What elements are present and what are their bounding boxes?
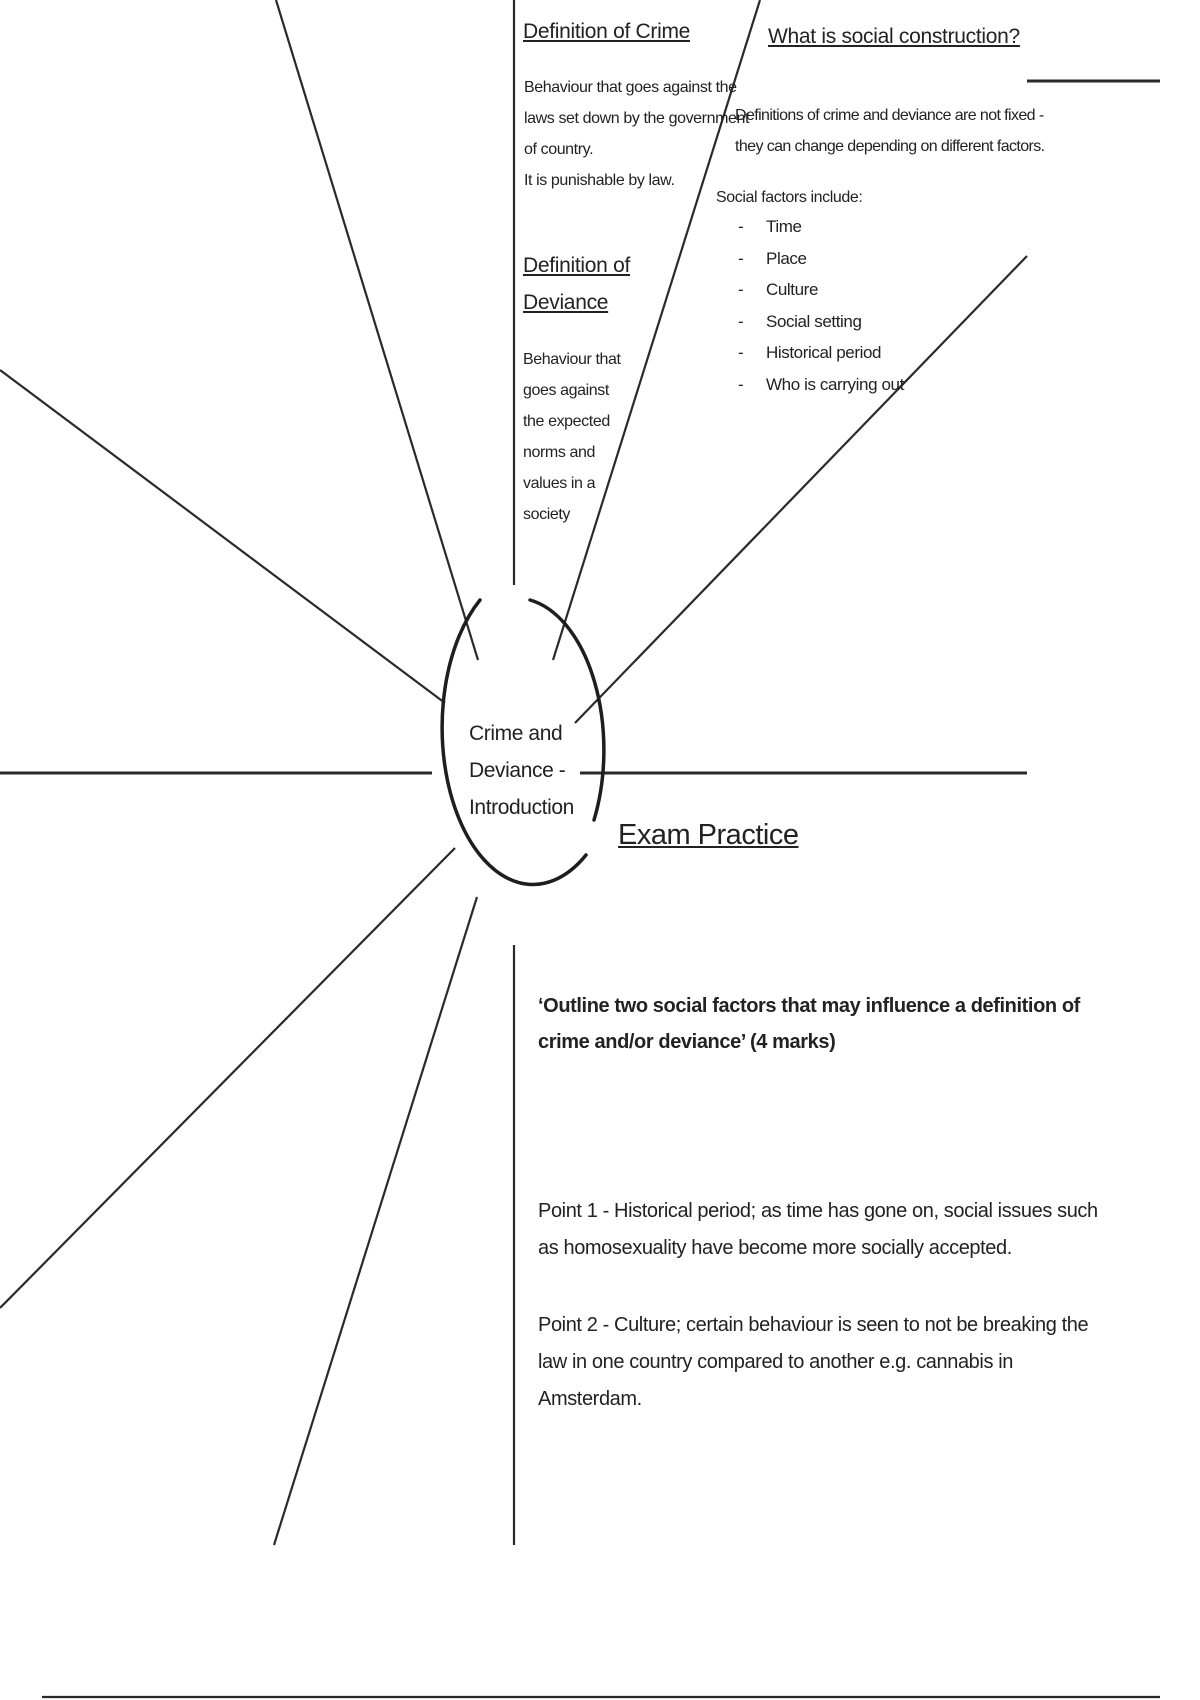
factor-item: - Time (738, 211, 904, 243)
social-construction-text-line: Definitions of crime and deviance are not fixed - (735, 107, 1044, 124)
crime-text-line: of country. (524, 141, 594, 158)
exam-question (538, 988, 1080, 1060)
center-node-label (469, 715, 574, 826)
deviance-text-line: society (523, 506, 570, 523)
exam-question-line: ‘Outline two social factors that may influence a definition of (538, 995, 1080, 1017)
social-construction-definition (735, 100, 1045, 162)
social-construction-text-line: they can change depending on different factors. (735, 138, 1045, 155)
factor-item: - Who is carrying out (738, 369, 904, 401)
exam-practice-heading: Exam Practice (618, 819, 799, 851)
deviance-heading-line: Deviance (523, 291, 609, 314)
factor-item: - Historical period (738, 337, 904, 369)
spoke-upper-left (0, 370, 445, 703)
factor-item: - Social setting (738, 306, 904, 338)
point-2-line: Amsterdam. (538, 1388, 642, 1410)
deviance-text-line: norms and (523, 444, 595, 461)
deviance-heading-line: Definition of (523, 254, 630, 277)
exam-question-line: crime and/or deviance’ (4 marks) (538, 1031, 836, 1053)
deviance-text-line: the expected (523, 413, 610, 430)
center-label-line: Deviance - (469, 759, 566, 782)
deviance-heading (523, 247, 630, 321)
spoke-bottom-left-2 (274, 897, 477, 1545)
point-1-line: Point 1 - Historical period; as time has gone on, social issues such (538, 1200, 1098, 1222)
crime-text-line: It is punishable by law. (524, 172, 675, 189)
crime-heading: Definition of Crime (523, 20, 691, 43)
spoke-bottom-left (0, 848, 455, 1308)
factor-item: - Culture (738, 274, 904, 306)
spoke-top-left (276, 0, 478, 660)
deviance-text-line: values in a (523, 475, 596, 492)
social-construction-heading: What is social construction? (768, 25, 1020, 48)
point-2-line: law in one country compared to another e.g. cannabis in (538, 1351, 1013, 1373)
crime-definition (524, 72, 749, 196)
crime-text-line: Behaviour that goes against the (524, 79, 737, 96)
exam-point-2 (538, 1307, 1088, 1418)
crime-text-line: laws set down by the government (524, 110, 750, 127)
deviance-text-line: Behaviour that (523, 351, 621, 368)
deviance-text-line: goes against (523, 382, 609, 399)
social-factors-intro: Social factors include: (716, 189, 863, 206)
social-factors-list (738, 211, 904, 400)
point-1-line: as homosexuality have become more socially accepted. (538, 1237, 1012, 1259)
center-label-line: Introduction (469, 796, 574, 819)
exam-point-1 (538, 1193, 1098, 1267)
factor-item: - Place (738, 243, 904, 275)
point-2-line: Point 2 - Culture; certain behaviour is seen to not be breaking the (538, 1314, 1089, 1336)
deviance-definition (523, 344, 621, 530)
center-label-line: Crime and (469, 722, 563, 745)
